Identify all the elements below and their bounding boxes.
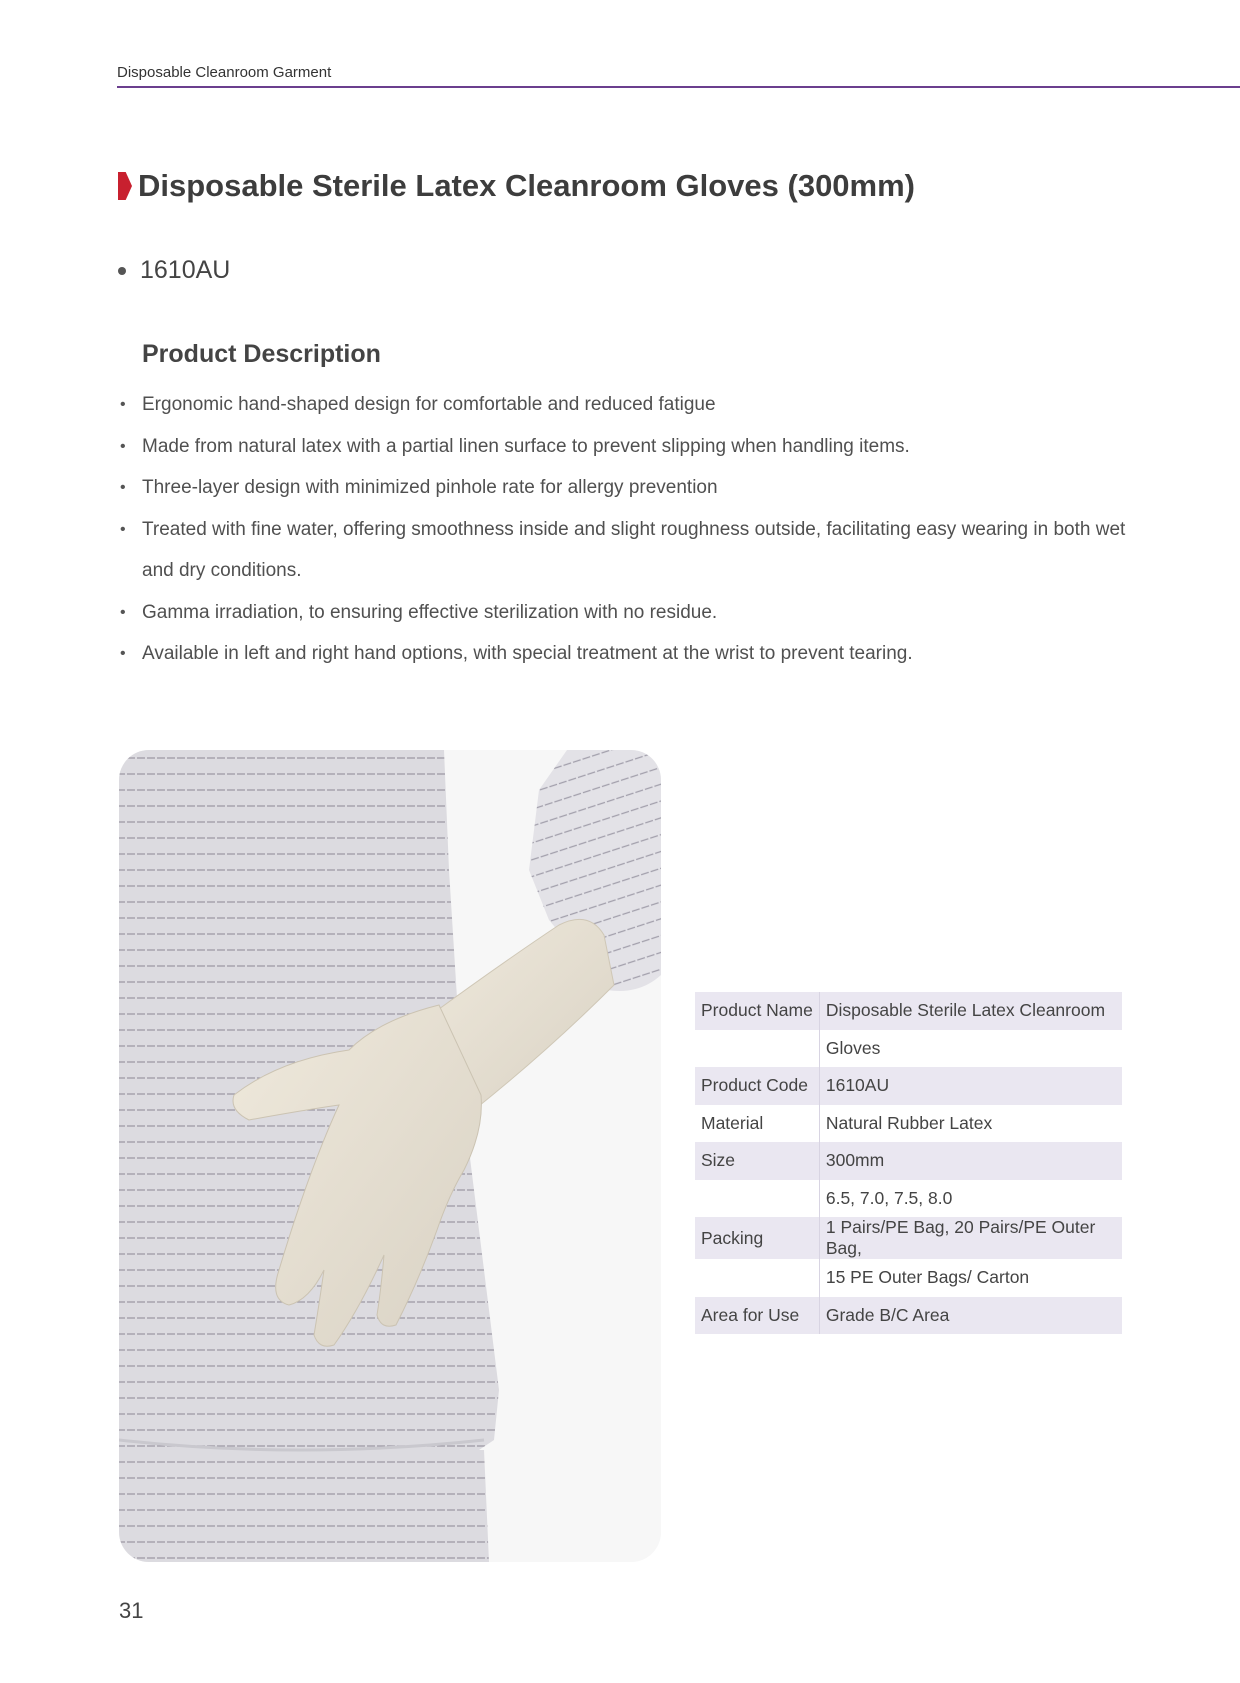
list-item: • Three-layer design with minimized pinhole rate for allergy prevention	[118, 467, 1138, 509]
spec-value: 300mm	[819, 1142, 1122, 1180]
bullet-icon: •	[120, 479, 126, 496]
bullet-icon: •	[120, 520, 126, 538]
spec-label: Product Name	[695, 992, 819, 1030]
description-heading: Product Description	[142, 340, 381, 368]
spec-value: 1 Pairs/PE Bag, 20 Pairs/PE Outer Bag,	[819, 1217, 1122, 1259]
list-item: • Made from natural latex with a partial linen surface to prevent slipping when handling items.	[118, 426, 1138, 468]
table-row	[695, 1259, 1122, 1297]
list-item: • Treated with fine water, offering smoothness inside and slight roughness outside, facilitating easy wearing in both wet and dry conditions.	[118, 509, 1138, 592]
spec-label	[695, 1259, 819, 1297]
list-item: • Available in left and right hand options, with special treatment at the wrist to prevent tearing.	[118, 633, 1138, 675]
bullet-icon	[118, 267, 126, 275]
bullet-icon: •	[120, 645, 126, 662]
table-row	[695, 1180, 1122, 1218]
table-row	[695, 1067, 1122, 1105]
spec-label: Area for Use	[695, 1297, 819, 1335]
spec-value: Gloves	[825, 1037, 881, 1058]
spec-value: Grade B/C Area	[819, 1297, 1122, 1335]
spec-value: Natural Rubber Latex	[825, 1112, 993, 1133]
bullet-icon: •	[120, 396, 126, 413]
product-code-line	[118, 256, 230, 285]
page-number: 31	[119, 1598, 144, 1623]
table-row	[695, 1217, 1122, 1259]
spec-table	[695, 992, 1122, 1334]
product-photo	[119, 750, 661, 1562]
table-row	[695, 1030, 1122, 1068]
spec-value: 15 PE Outer Bags/ Carton	[825, 1267, 1030, 1288]
spec-label: Size	[695, 1142, 819, 1180]
spec-label: Product Code	[695, 1067, 819, 1105]
spec-value: Disposable Sterile Latex Cleanroom	[819, 992, 1122, 1030]
product-code: 1610AU	[140, 256, 231, 284]
title-block	[118, 168, 915, 204]
spec-label: Packing	[695, 1217, 819, 1259]
page-title: Disposable Sterile Latex Cleanroom Gloves (300mm)	[138, 168, 915, 203]
section-header: Disposable Cleanroom Garment	[117, 64, 332, 81]
bullet-icon: •	[120, 603, 126, 621]
table-row	[695, 1297, 1122, 1335]
table-row	[695, 1105, 1122, 1143]
list-item: • Gamma irradiation, to ensuring effective sterilization with no residue.	[118, 592, 1138, 634]
header-divider	[117, 86, 1240, 88]
list-item: • Ergonomic hand-shaped design for comfortable and reduced fatigue	[118, 384, 1138, 426]
spec-label	[695, 1180, 819, 1218]
description-list	[118, 384, 1138, 675]
table-row	[695, 992, 1122, 1030]
title-marker-icon	[118, 172, 132, 200]
table-row	[695, 1142, 1122, 1180]
glove-photo-illustration	[119, 750, 661, 1562]
spec-label: Material	[695, 1105, 819, 1143]
spec-value: 6.5, 7.0, 7.5, 8.0	[825, 1187, 953, 1208]
spec-label	[695, 1030, 819, 1068]
bullet-icon: •	[120, 437, 126, 455]
spec-value: 1610AU	[819, 1067, 1122, 1105]
